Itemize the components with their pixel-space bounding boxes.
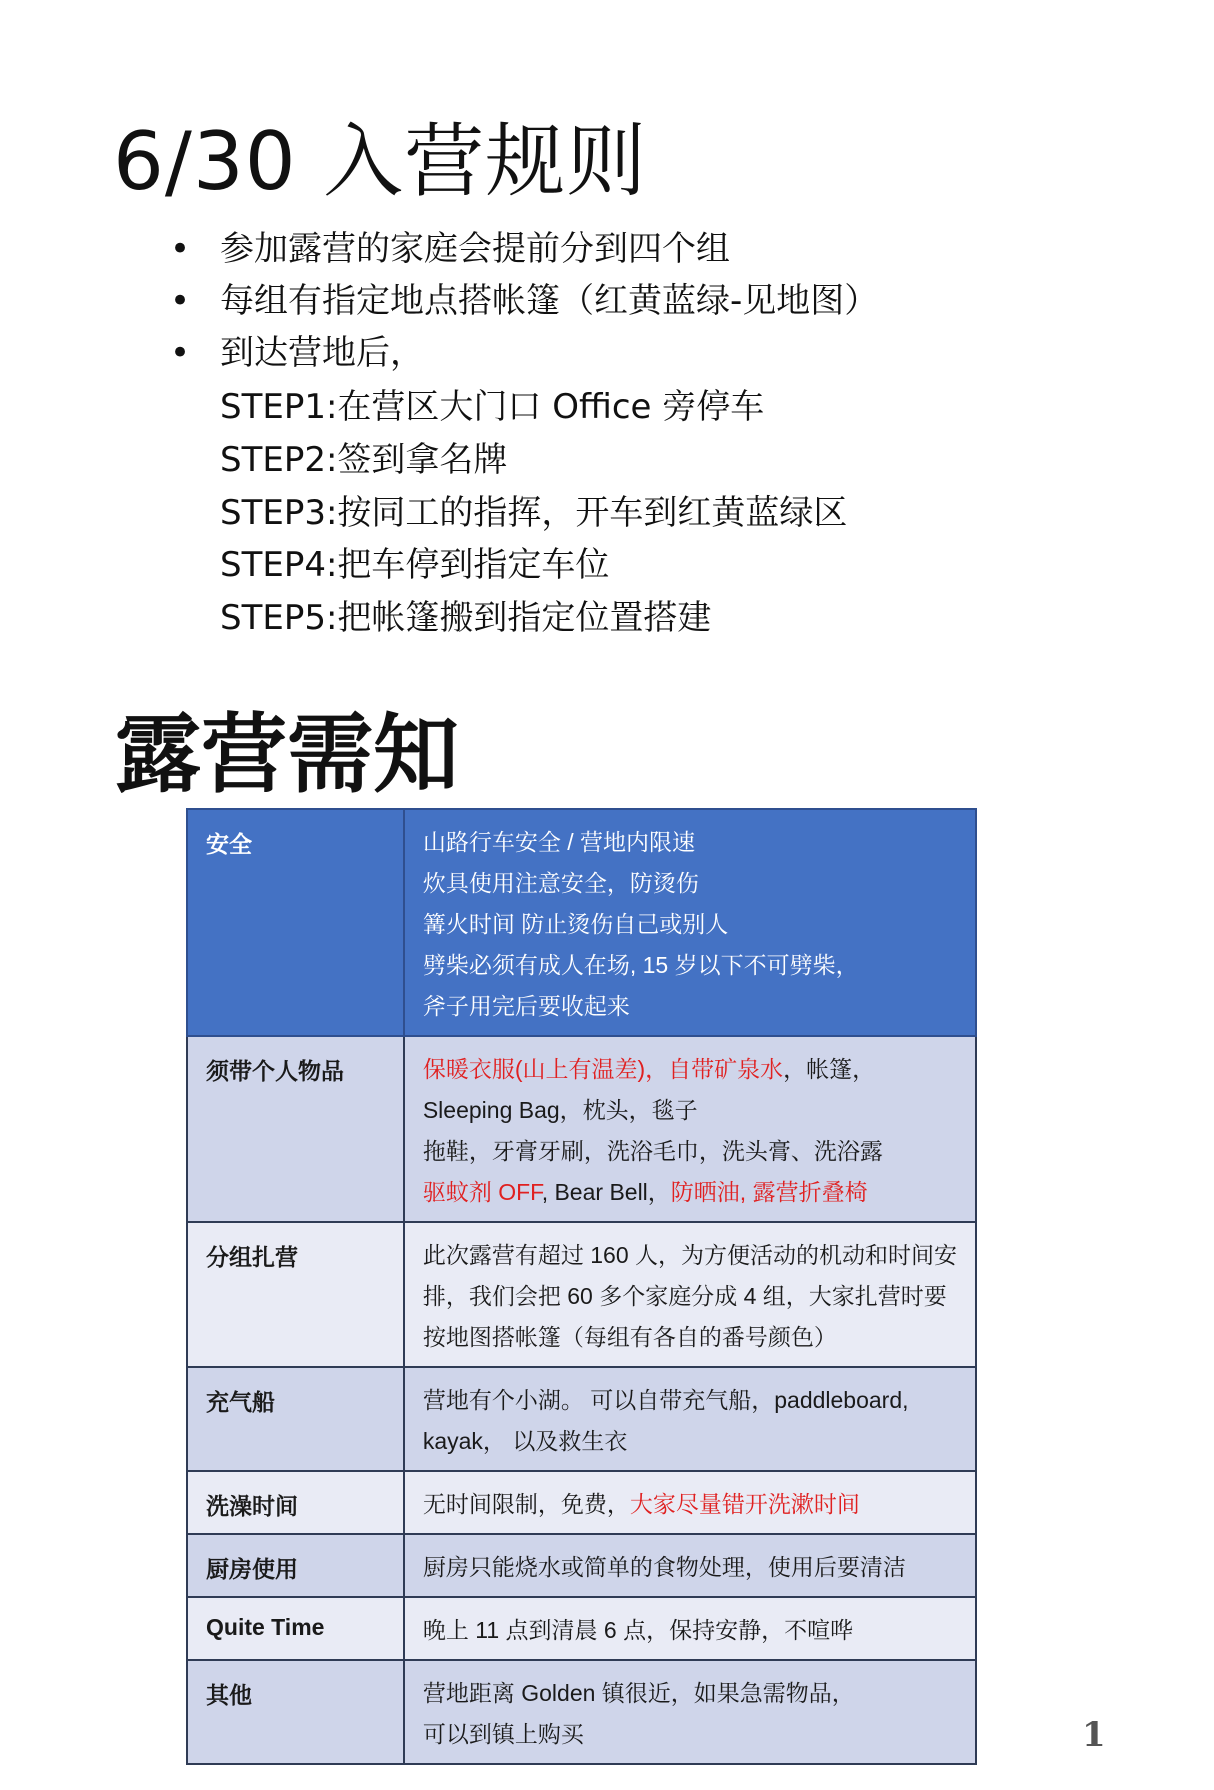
content-text: 拖鞋，牙膏牙刷，洗浴毛巾，洗头膏、洗浴露 — [422, 1138, 883, 1164]
step-line: STEP1:在营区大门口 Office 旁停车 — [220, 387, 765, 427]
table-row — [187, 1471, 976, 1534]
row-content — [404, 1036, 976, 1222]
step-line: STEP5:把帐篷搬到指定位置搭建 — [220, 598, 712, 638]
content-text: kayak， 以及救生衣 — [422, 1428, 628, 1454]
page-number: 1 — [1082, 1715, 1106, 1755]
table-row — [187, 1367, 976, 1471]
content-text: , Bear Bell， — [541, 1179, 671, 1205]
row-label: 厨房使用 — [187, 1534, 404, 1597]
page-title: 6/30 入营规则 — [113, 115, 648, 208]
content-line — [423, 1131, 957, 1172]
content-text: Sleeping Bag，枕头，毯子 — [422, 1097, 698, 1123]
content-line — [423, 1317, 957, 1358]
content-line — [423, 1172, 957, 1213]
content-line — [423, 1090, 957, 1131]
row-label: 其他 — [187, 1660, 404, 1764]
row-content — [404, 1660, 976, 1764]
content-line — [423, 863, 957, 904]
content-text: 营地有个小湖。 可以自带充气船，paddleboard, — [422, 1387, 909, 1413]
step-line: STEP3:按同工的指挥，开车到红黄蓝绿区 — [220, 493, 848, 533]
row-content — [404, 809, 976, 1036]
content-text: 篝火时间 防止烫伤自己或别人 — [422, 911, 729, 937]
content-text: 厨房只能烧水或简单的食物处理，使用后要清洁 — [422, 1554, 906, 1580]
content-text: 山路行车安全 / 营地内限速 — [422, 829, 696, 855]
table-row — [187, 1036, 976, 1222]
highlighted-text: 大家尽量错开洗漱时间 — [629, 1491, 860, 1517]
content-text: 营地距离 Golden 镇很近，如果急需物品， — [422, 1680, 855, 1706]
row-label: 洗澡时间 — [187, 1471, 404, 1534]
content-text: 斧子用完后要收起来 — [422, 993, 630, 1019]
rule-bullet: • 每组有指定地点搭帐篷（红黄蓝绿-见地图） — [220, 282, 920, 321]
content-text: ，帐篷， — [783, 1056, 876, 1082]
content-line — [423, 1235, 957, 1276]
section-title: 露营需知 — [115, 705, 459, 805]
content-text: 排，我们会把 60 多个家庭分成 4 组，大家扎营时要 — [422, 1283, 947, 1309]
content-line — [423, 822, 957, 863]
row-label: 分组扎营 — [187, 1222, 404, 1367]
content-text: 炊具使用注意安全，防烫伤 — [422, 870, 699, 896]
highlighted-text: 保暖衣服(山上有温差)，自带矿泉水 — [422, 1056, 784, 1082]
content-text: 此次露营有超过 160 人，为方便活动的机动和时间安 — [422, 1242, 957, 1268]
row-label: 充气船 — [187, 1367, 404, 1471]
row-content — [404, 1471, 976, 1534]
content-line — [423, 1484, 957, 1525]
content-line — [423, 1049, 957, 1090]
content-text: 按地图搭帐篷（每组有各自的番号颜色） — [422, 1324, 837, 1350]
row-content — [404, 1222, 976, 1367]
content-text: 晚上 11 点到清晨 6 点，保持安静，不喧哗 — [422, 1617, 854, 1643]
highlighted-text: 驱蚊剂 OFF — [422, 1179, 542, 1205]
row-label: 安全 — [187, 809, 404, 1036]
content-line — [423, 1714, 957, 1755]
content-line — [423, 945, 957, 986]
content-line — [423, 1610, 957, 1651]
content-line — [423, 1276, 957, 1317]
content-line — [423, 904, 957, 945]
content-line — [423, 1380, 957, 1421]
row-content — [404, 1367, 976, 1471]
row-label: Quite Time — [187, 1597, 404, 1660]
camping-info-table — [186, 808, 977, 1765]
content-line — [423, 1673, 957, 1714]
content-line — [423, 1421, 957, 1462]
step-line: STEP4:把车停到指定车位 — [220, 545, 610, 585]
table-row — [187, 1222, 976, 1367]
rule-bullet: • 参加露营的家庭会提前分到四个组 — [220, 230, 920, 269]
table-row — [187, 1660, 976, 1764]
table-row — [187, 809, 976, 1036]
content-text: 劈柴必须有成人在场, 15 岁以下不可劈柴， — [422, 952, 859, 978]
table-body — [187, 809, 976, 1764]
row-label: 须带个人物品 — [187, 1036, 404, 1222]
content-text: 可以到镇上购买 — [422, 1721, 584, 1747]
highlighted-text: 防晒油, 露营折叠椅 — [670, 1179, 868, 1205]
content-line — [423, 986, 957, 1027]
table-row — [187, 1534, 976, 1597]
content-text: 无时间限制，免费， — [422, 1491, 630, 1517]
row-content — [404, 1534, 976, 1597]
content-line — [423, 1547, 957, 1588]
step-line: STEP2:签到拿名牌 — [220, 440, 508, 480]
rule-bullet: • 到达营地后， — [220, 334, 920, 373]
row-content — [404, 1597, 976, 1660]
table-row — [187, 1597, 976, 1660]
